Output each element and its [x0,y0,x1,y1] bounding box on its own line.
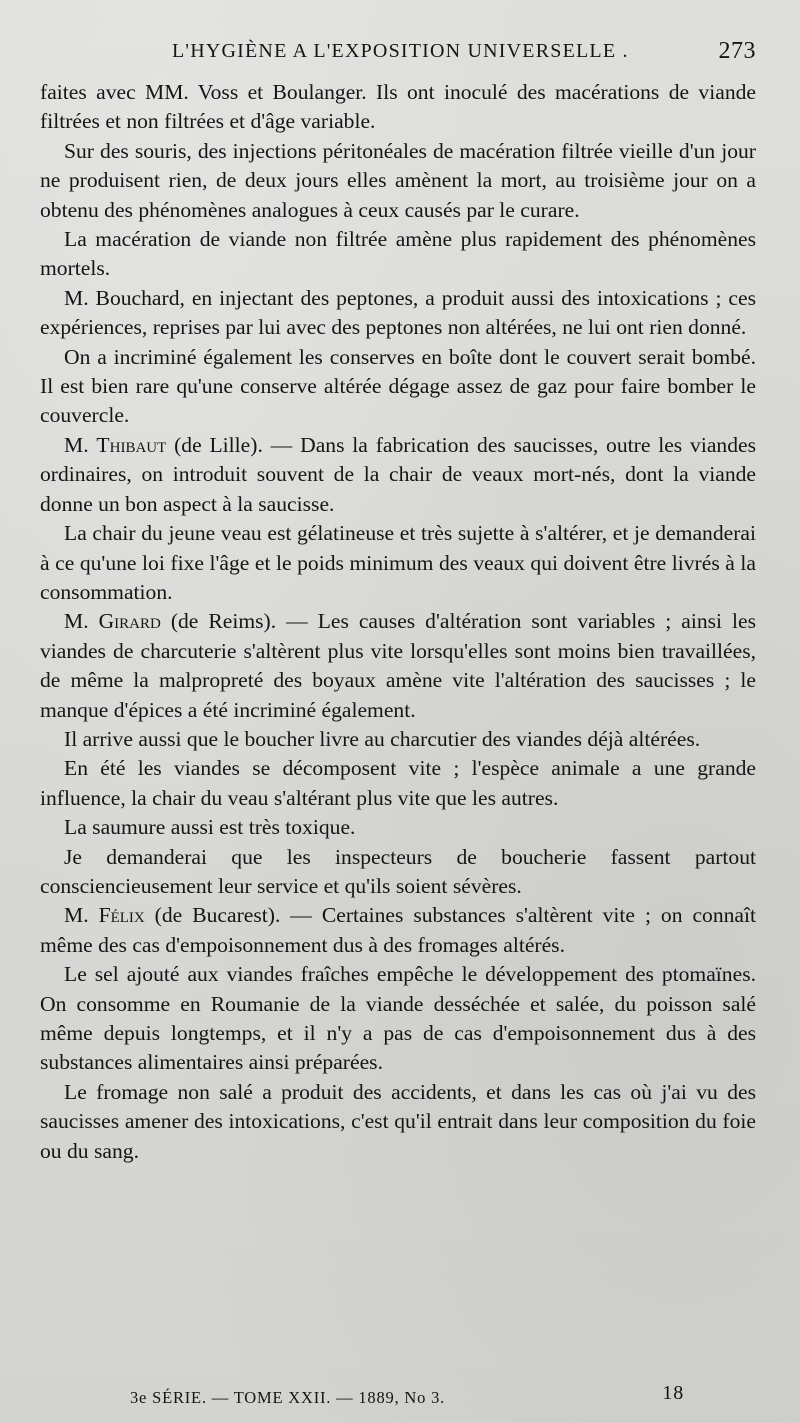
speaker-paragraph [40,607,756,725]
paragraph: Le fromage non salé a produit des accidents, et dans les cas où j'ai vu des saucisses amener des intoxications, c'est qu'il entrait dans leur composition du foie ou du sang. [40,1079,756,1163]
page-number: 273 [718,38,756,64]
speaker-paragraph [40,901,756,960]
paragraph: La macération de viande non filtrée amène plus rapidement des phénomènes mortels. [40,227,756,281]
speaker-prefix: M. [64,432,97,457]
paragraph: Je demanderai que les inspecteurs de boucherie fassent partout consciencieusement leur service et qu'ils soient sévères. [40,844,756,898]
paragraph: Le sel ajouté aux viandes fraîches empêche le développement des ptomaïnes. On consomme en Roumanie de la viande desséchée et salée, du poisson salé même depuis longtemps, et il n'y a pas de cas d'empoisonnement dus à des substances alimentaires ainsi préparées. [40,962,756,1075]
body-text [40,78,756,1166]
speaker-name: Félix [98,903,145,928]
paragraph: En été les viandes se décomposent vite ; l'espèce animale a une grande influence, la chair du veau s'altérant plus vite que les autres. [40,756,756,810]
speaker-text: (de Lille). — Dans la fabrication des saucisses, outre les viandes ordinaires, on introduit souvent de la chair de veaux mort-nés, dont la viande donne un bon aspect à la saucisse. [40,432,756,516]
paragraph: faites avec MM. Voss et Boulanger. Ils ont inoculé des macérations de viande filtrées et non filtrées et d'âge variable. [40,80,756,134]
footer [130,1382,684,1412]
paragraph: La saumure aussi est très toxique. [64,815,356,840]
sheet-number: 18 [662,1382,684,1404]
paragraph: M. Bouchard, en injectant des peptones, a produit aussi des intoxications ; ces expériences, reprises par lui avec des peptones non altérées, ne lui ont rien donné. [40,285,756,340]
speaker-text: (de Reims). — Les causes d'altération sont variables ; ainsi les viandes de charcuterie s'altèrent plus vite lorsqu'elles sont moins bien travaillées, de même la malpropreté des boyaux amène vite l'altération des saucisses ; le manque d'épices a été incriminé également. [40,609,756,722]
paragraph: On a incriminé également les conserves en boîte dont le couvert serait bombé. Il est bien rare qu'une conserve altérée dégage assez de gaz pour faire bomber le couvercle. [40,344,756,428]
speaker-prefix: M. [64,609,99,634]
signature-line: 3e SÉRIE. — TOME XXII. — 1889, No 3. [130,1388,446,1407]
running-header [40,38,756,68]
paragraph: Il arrive aussi que le boucher livre au charcutier des viandes déjà altérées. [64,726,701,751]
speaker-prefix: M. [64,903,99,928]
speaker-text: (de Bucarest). — Certaines substances s'altèrent vite ; on connaît même des cas d'empoisonnement dus à des fromages altérés. [40,903,757,957]
speaker-name: Thibaut [96,432,167,457]
paragraph: Sur des souris, des injections péritonéales de macération filtrée vieille d'un jour ne produisent rien, de deux jours elles amènent la mort, au troisième jour on a obtenu des phénomènes analogues à ceux causés par le curare. [40,138,756,222]
running-title: L'HYGIÈNE A L'EXPOSITION UNIVERSELLE . [172,40,629,62]
speaker-paragraph [40,431,756,519]
paragraph: La chair du jeune veau est gélatineuse et très sujette à s'altérer, et je demanderai à ce qu'une loi fixe l'âge et le poids minimum des veaux qui doivent être livrés à la consommation. [40,521,756,604]
speaker-name: Girard [98,609,161,634]
